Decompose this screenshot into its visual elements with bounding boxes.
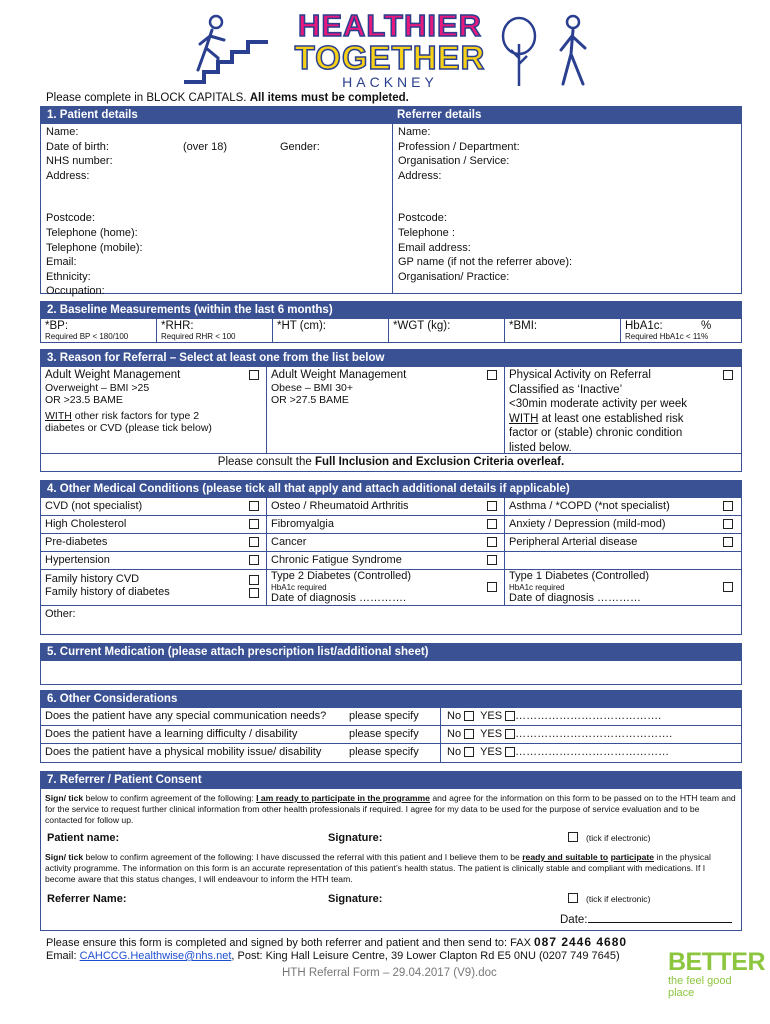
no-checkbox[interactable] — [464, 729, 474, 739]
section5-header: 5. Current Medication (please attach prescription list/additional sheet) — [41, 644, 741, 661]
specify-field[interactable]: ……………………………………. — [515, 728, 673, 740]
consideration-row — [41, 744, 741, 762]
condition-checkbox[interactable] — [723, 537, 733, 547]
referrer-postcode-field[interactable]: Postcode: — [398, 212, 447, 225]
condition-checkbox[interactable] — [723, 519, 733, 529]
type2-diabetes: Type 2 Diabetes (Controlled) — [271, 570, 412, 582]
over18-label: (over 18) — [183, 140, 228, 153]
type2-checkbox[interactable] — [487, 582, 497, 592]
condition-checkbox[interactable] — [487, 501, 497, 511]
reason-weight-obese: Adult Weight Management Obese – BMI 30+ OR >27.5 BAME — [267, 367, 505, 453]
consideration-question: Does the patient have any special communication needs? — [45, 710, 327, 722]
specify-field[interactable]: …………………………………. — [515, 710, 662, 722]
type2-date-of-diagnosis[interactable]: Date of diagnosis …………. — [271, 592, 407, 604]
condition-label: Chronic Fatigue Syndrome — [271, 554, 402, 566]
specify-field[interactable]: …………………………………… — [515, 746, 670, 758]
condition-row — [41, 516, 741, 534]
no-checkbox[interactable] — [464, 711, 474, 721]
condition-label: Asthma / *COPD (*not specialist) — [509, 500, 670, 512]
family-history-cvd: Family history CVD — [45, 573, 140, 585]
referrer-name-sign[interactable]: Referrer Name: — [47, 893, 127, 905]
patient-nhs-field[interactable]: NHS number: — [46, 155, 113, 168]
patient-signature[interactable]: Signature: — [328, 832, 383, 844]
condition-row — [41, 552, 741, 570]
patient-dob-field[interactable]: Date of birth: — [46, 140, 109, 153]
height-cell[interactable]: *HT (cm): — [273, 319, 389, 342]
referrer-telephone-field[interactable]: Telephone : — [398, 226, 455, 239]
yes-label: YES — [480, 728, 503, 740]
patient-address-field[interactable]: Address: — [46, 169, 90, 182]
document-version: HTH Referral Form – 29.04.2017 (V9).doc — [282, 967, 497, 979]
please-specify: please specify — [349, 710, 419, 722]
condition-label: Peripheral Arterial disease — [509, 536, 638, 548]
section7-header: 7. Referrer / Patient Consent — [41, 772, 741, 789]
logo-line3: HACKNEY — [342, 74, 438, 90]
patient-tel-mobile-field[interactable]: Telephone (mobile): — [46, 241, 143, 254]
type1-diabetes: Type 1 Diabetes (Controlled) — [509, 570, 650, 582]
no-label: No — [447, 746, 462, 758]
person-climbing-stairs-icon — [178, 14, 278, 86]
section1-header: 1. Patient details Referrer details — [41, 107, 741, 124]
please-specify: please specify — [349, 746, 419, 758]
yes-label: YES — [480, 746, 503, 758]
patient-ethnicity-field[interactable]: Ethnicity: — [46, 270, 91, 283]
referrer-address-field[interactable]: Address: — [398, 169, 442, 182]
patient-email-field[interactable]: Email: — [46, 256, 77, 269]
condition-label: Pre-diabetes — [45, 536, 108, 548]
reason-physical-activity: Physical Activity on Referral Classified as ‘Inactive’ <30min moderate activity per week WITH at least one established risk factor or (stable) chronic condition listed below. — [505, 367, 741, 453]
obese-checkbox[interactable] — [487, 370, 497, 380]
weight-cell[interactable]: *WGT (kg): — [389, 319, 505, 342]
patient-postcode-field[interactable]: Postcode: — [46, 212, 95, 225]
logo-text — [290, 10, 490, 90]
section2-header: 2. Baseline Measurements (within the last 6 months) — [41, 302, 741, 319]
patient-consent-text: Sign/ tick below to confirm agreement of the following: I am ready to participate in the programme and agree for the information on this form to be passed on to the HTH team and for the service to request further clinical information from other health professionals if required. I agree for my data to be used for the purpose of service evaluation and to be contacted for follow up. — [45, 793, 736, 825]
type1-checkbox[interactable] — [723, 582, 733, 592]
no-checkbox[interactable] — [464, 747, 474, 757]
condition-label: Fibromyalgia — [271, 518, 334, 530]
patient-electronic-checkbox[interactable] — [568, 832, 578, 842]
bp-cell[interactable]: *BP: Required BP < 180/100 — [41, 319, 157, 342]
condition-checkbox[interactable] — [249, 537, 259, 547]
patient-occupation-field[interactable]: Occupation: — [46, 285, 105, 298]
footer-contact: Email: CAHCCG.Healthwise@nhs.net, Post: King Hall Leisure Centre, 39 Lower Clapton Rd E5 0NU (0207 749 7645) — [46, 950, 620, 962]
section-other-considerations — [40, 690, 742, 763]
consideration-row — [41, 708, 741, 726]
condition-label: Hypertension — [45, 554, 110, 566]
family-history-diabetes: Family history of diabetes — [45, 586, 170, 598]
no-label: No — [447, 728, 462, 740]
no-label: No — [447, 710, 462, 722]
tree-and-walking-person-icon — [495, 14, 605, 88]
rhr-cell[interactable]: *RHR: Required RHR < 100 — [157, 319, 273, 342]
condition-checkbox[interactable] — [249, 501, 259, 511]
better-logo: BETTER the feel good place — [668, 948, 765, 999]
condition-row — [41, 498, 741, 516]
condition-row — [41, 534, 741, 552]
section-medical-conditions: 4. Other Medical Conditions (please tick all that apply and attach additional details if applicable) CVD (not specialist) Osteo / Rheumatoid Arthritis Asthma / *COPD (*not specialist) High Cholesterol Fibromyalgia Anxiety / Depression (mild-mod) Pre-diabetes Cancer Peripheral Arterial disease Hypertension Chronic Fatigue Syndrome Family history CVD Family history of diabetes Type 2 Diabetes (Controlled) HbA1c required Date of diagnosis …………. Type 1 Diabetes (Controlled) HbA1c required Date of diagnosis ………… Other: — [40, 480, 742, 635]
please-specify: please specify — [349, 728, 419, 740]
logo-line2: TOGETHER — [294, 39, 486, 76]
patient-tel-home-field[interactable]: Telephone (home): — [46, 226, 138, 239]
section-patient-details — [40, 106, 742, 298]
condition-checkbox[interactable] — [487, 537, 497, 547]
section-reason — [40, 349, 742, 472]
referrer-organisation-field[interactable]: Organisation / Service: — [398, 155, 510, 168]
condition-label: CVD (not specialist) — [45, 500, 143, 512]
other-conditions-field[interactable]: Other: — [45, 608, 76, 620]
referrer-electronic-checkbox[interactable] — [568, 893, 578, 903]
consideration-row — [41, 726, 741, 744]
physical-activity-checkbox[interactable] — [723, 370, 733, 380]
condition-checkbox[interactable] — [249, 555, 259, 565]
condition-label: Osteo / Rheumatoid Arthritis — [271, 500, 409, 512]
gp-name-field[interactable]: GP name (if not the referrer above): — [398, 256, 573, 269]
consideration-question: Does the patient have a learning difficulty / disability — [45, 728, 298, 740]
condition-checkbox[interactable] — [723, 501, 733, 511]
patient-name-field[interactable]: Name: — [46, 126, 79, 138]
patient-gender-field[interactable]: Gender: — [280, 140, 320, 153]
footer-instructions: Please ensure this form is completed and signed by both referrer and patient and then send to: FAX 087 2446 4680 — [46, 935, 628, 949]
bmi-cell[interactable]: *BMI: — [505, 319, 621, 342]
condition-label: Anxiety / Depression (mild-mod) — [509, 518, 666, 530]
consideration-question: Does the patient have a physical mobility issue/ disability — [45, 746, 322, 758]
overweight-checkbox[interactable] — [249, 370, 259, 380]
condition-label: Cancer — [271, 536, 307, 548]
date-field[interactable]: Date: — [560, 912, 732, 926]
section4-header: 4. Other Medical Conditions (please tick all that apply and attach additional details if applicable) — [41, 481, 741, 498]
yes-checkbox[interactable] — [505, 747, 515, 757]
family-diabetes-checkbox[interactable] — [249, 588, 259, 598]
consult-criteria-note: Please consult the Full Inclusion and Exclusion Criteria overleaf. — [217, 456, 565, 468]
family-cvd-checkbox[interactable] — [249, 575, 259, 585]
practice-field[interactable]: Organisation/ Practice: — [398, 270, 510, 283]
condition-checkbox[interactable] — [487, 555, 497, 565]
hba1c-cell[interactable]: HbA1c: % Required HbA1c < 11% — [625, 320, 712, 341]
section-baseline — [40, 301, 742, 343]
patient-name-sign[interactable]: Patient name: — [47, 832, 120, 844]
section-medication — [40, 643, 742, 685]
section-consent: 7. Referrer / Patient Consent Sign/ tick below to confirm agreement of the following: I am ready to participate in the programme and agree for the information on this form to be passed on to the HTH team and for the service to request further clinical information from other health professionals if required. I agree for my data to be used for the purpose of service evaluation and to be contacted for follow up. Patient name: Signature: (tick if electronic) Sign/ tick below to confirm agreement of the following: I have discussed the referral with this patient and I believe them to be ready and suitable to participate in the physical activity programme. The information on this form is an accurate representation of this patient’s health status. The patient is clinically stable and compliant with medications. If I become aware that this status changes, I will endeavour to inform the HTH team. Referrer Name: Signature: (tick if electronic) Date: — [40, 771, 742, 931]
referrer-signature[interactable]: Signature: — [328, 893, 383, 905]
intro-text: Please complete in BLOCK CAPITALS. All items must be completed. — [46, 92, 409, 104]
logo-line1: HEALTHIER — [297, 8, 483, 43]
email-link[interactable]: CAHCCG.Healthwise@nhs.net — [79, 950, 232, 962]
reason-weight-overweight: Adult Weight Management Overweight – BMI >25 OR >23.5 BAME WITH other risk factors for type 2 diabetes or CVD (please tick below) — [41, 367, 267, 453]
section3-header: 3. Reason for Referral – Select at least one from the list below — [41, 350, 741, 367]
referrer-profession-field[interactable]: Profession / Department: — [398, 140, 520, 153]
condition-checkbox[interactable] — [487, 519, 497, 529]
medication-field[interactable] — [41, 661, 741, 684]
yes-checkbox[interactable] — [505, 729, 515, 739]
referrer-email-field[interactable]: Email address: — [398, 241, 471, 254]
referrer-name-field[interactable]: Name: — [398, 126, 431, 138]
type1-date-of-diagnosis[interactable]: Date of diagnosis ………… — [509, 592, 642, 604]
referrer-consent-text: Sign/ tick below to confirm agreement of the following: I have discussed the referral with this patient and I believe them to be ready and suitable to participate in the physical activity programme. The information on this form is an accurate representation of this patient’s health status. The patient is clinically stable and compliant with medications. If I become aware that this status changes, I will endeavour to inform the HTH team. — [45, 852, 711, 884]
yes-label: YES — [480, 710, 503, 722]
condition-checkbox[interactable] — [249, 519, 259, 529]
condition-label: High Cholesterol — [45, 518, 127, 530]
yes-checkbox[interactable] — [505, 711, 515, 721]
section6-header: 6. Other Considerations — [41, 691, 741, 708]
